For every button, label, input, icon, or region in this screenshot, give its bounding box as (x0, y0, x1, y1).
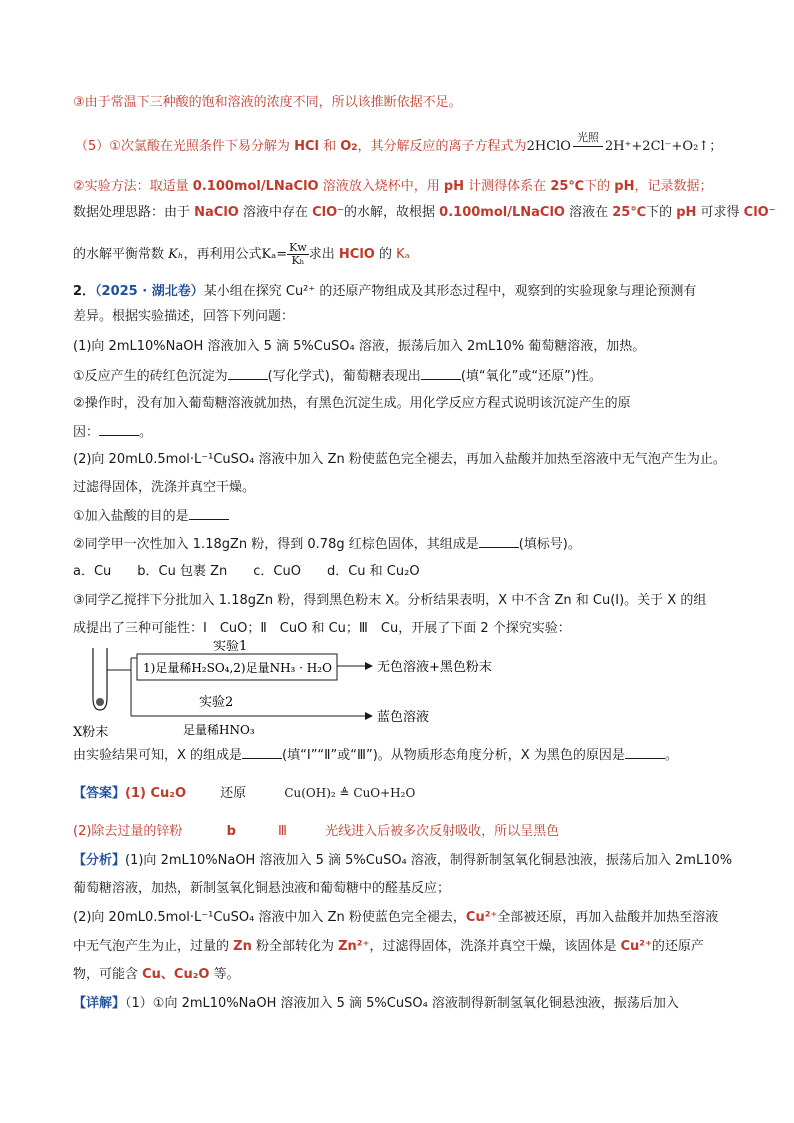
text: ①加入盐酸的目的是 (73, 509, 189, 524)
q2-line-1 (73, 283, 696, 301)
text: (填“Ⅰ”“Ⅱ”或“Ⅲ”)。从物质形态角度分析，X 为黑色的原因是 (282, 748, 625, 763)
text: pH (614, 179, 635, 194)
text: 求出 (308, 247, 339, 262)
experiment-diagram (73, 640, 493, 740)
exp1-reagent: 1)足量稀H₂SO₄,2)足量NH₃ · H₂O (143, 661, 332, 675)
text: 由实验结果可知，X 的组成是 (73, 748, 243, 763)
text: 溶液放入烧杯中，用 (318, 179, 444, 194)
text: 25℃ (612, 205, 647, 220)
q2-part2-a (73, 507, 229, 526)
text: 和 (318, 139, 341, 154)
text: (填标号)。 (518, 537, 581, 552)
answer-line-1 (73, 784, 415, 803)
text: 溶液在 (564, 205, 613, 220)
arrowhead-2 (365, 712, 373, 720)
answer-blank[interactable] (625, 746, 665, 759)
text: 数据处理思路：由于 (73, 205, 195, 220)
text: ClO⁻ (312, 205, 345, 220)
text: Cu²⁺ (465, 910, 498, 925)
q2-part1: (1)向 2mL10%NaOH 溶液加入 5 滴 5%CuSO₄ 溶液，振荡后加入 2mL10% 葡萄糖溶液，加热。 (73, 339, 646, 354)
numerator: Kw (289, 241, 307, 254)
text: Kₕ (168, 247, 184, 262)
exp1-label: 实验1 (213, 640, 248, 654)
prev-line-5 (73, 242, 410, 267)
analysis-tag: 【分析】 (73, 853, 126, 868)
answer-1b: 还原 (220, 786, 247, 801)
text: （5）①次氯酸在光照条件下易分解为 (75, 139, 295, 154)
text: 。 (139, 425, 153, 440)
analysis-line-2: 葡萄糖溶液，加热，新制氢氧化铜悬浊液和葡萄糖中的醛基反应； (73, 881, 451, 896)
text: Kₐ= (261, 247, 288, 262)
q2-line-2: 差异。根据实验描述，回答下列问题： (73, 309, 295, 324)
answer-2d: 光线进入后被多次反射吸收，所以呈黑色 (325, 824, 560, 839)
q2-part2-d2: 成提出了三种可能性：Ⅰ CuO；Ⅱ CuO 和 Cu；Ⅲ Cu，开展了下面 2 个探究实验： (73, 621, 571, 636)
text: HCl (294, 139, 319, 154)
prev-line-2: （5）①次氯酸在光照条件下易分解为 HCl 和 O2，其分解反应的离子方程式为2HClO 光照 2H⁺+2Cl⁻+O₂↑； (75, 131, 723, 154)
text: 下的 (584, 179, 615, 194)
text: 因： (73, 425, 100, 440)
prev-line-1: ③由于常温下三种酸的饱和溶液的浓度不同，所以该推断依据不足。 (73, 95, 462, 110)
analysis-line-5 (73, 966, 240, 984)
answer-2c: Ⅲ (278, 824, 287, 839)
text: 的 (374, 247, 397, 262)
detail-line-1 (73, 995, 679, 1013)
answer-blank[interactable] (228, 367, 268, 380)
text: (填“氧化”或“还原”)性。 (460, 369, 602, 384)
equation-arrow (571, 131, 605, 156)
q2-part1-b: ②操作时，没有加入葡萄糖溶液就加热，有黑色沉淀生成。用化学反应方程式说明该沉淀产生的原 (73, 396, 631, 411)
text: 中无气泡产生为止，过量的 (73, 939, 234, 954)
text: 计测得体系在 (464, 179, 551, 194)
q2-part2-d: ③同学乙搅拌下分批加入 1.18gZn 粉，得到黑色粉末 X。分析结果表明，X 中不含 Zn 和 Cu(Ⅰ)。关于 X 的组 (73, 593, 707, 608)
q2-part2-c (73, 535, 581, 554)
analysis-line-3 (73, 909, 718, 927)
answer-2b: b (226, 824, 236, 839)
answer-blank[interactable] (189, 507, 229, 520)
text: Zn (233, 939, 252, 954)
text: pH (443, 179, 465, 194)
text: (2)向 20mL0.5mol·L⁻¹CuSO₄ 溶液中加入 Zn 粉使蓝色完全褪去， (73, 910, 466, 925)
text: NaClO (194, 205, 239, 220)
x-powder-label: X粉末 (73, 725, 109, 740)
text: O (340, 139, 352, 154)
exp2-label: 实验2 (199, 695, 234, 710)
answer-blank[interactable] (479, 535, 519, 548)
q2-part2-e (73, 746, 678, 765)
text: 下的 (646, 205, 677, 220)
answer-blank[interactable] (242, 746, 282, 759)
text: 溶液中存在 (238, 205, 313, 220)
text: Zn²⁺ (338, 939, 370, 954)
text: 的水解，故根据 (344, 205, 440, 220)
text: （1）①向 2mL10%NaOH 溶液加入 5 滴 5%CuSO₄ 溶液制得新制氢氧化铜悬浊液，振荡后加入 (125, 996, 679, 1011)
text: 0.100mol/LNaClO (439, 205, 565, 220)
text: Cu²⁺ (620, 939, 652, 954)
text: 。 (664, 748, 678, 763)
text: ②实验方法：取适量 (73, 179, 193, 194)
text: 25℃ (550, 179, 585, 194)
text: pH (676, 205, 697, 220)
fraction (287, 242, 309, 267)
exp1-result: 无色溶液+黑色粉末 (377, 660, 492, 675)
equation-condition: 光照 (576, 131, 599, 144)
answer-tag: 【答案】 (73, 786, 126, 801)
text: ，其分解反应的离子方程式为 (357, 139, 527, 154)
question-number: 2． (73, 284, 96, 299)
text: 等。 (209, 967, 240, 982)
answer-blank[interactable] (421, 367, 461, 380)
text: ①反应产生的砖红色沉淀为 (73, 369, 228, 384)
q2-part1-a (73, 367, 602, 386)
exp2-result: 蓝色溶液 (377, 710, 430, 725)
analysis-line-1 (73, 852, 732, 870)
text: 全部被还原，再加入盐酸并加热至溶液 (497, 910, 719, 925)
text: (1)向 2mL10%NaOH 溶液加入 5 滴 5%CuSO₄ 溶液，制得新制氢氧化铜悬浊液，振荡后加入 2mL10% (125, 853, 733, 868)
question-source: （2025 · 湖北卷） (95, 284, 204, 299)
text: (写化学式)，葡萄糖表现出 (267, 369, 421, 384)
text: 可求得 (696, 205, 744, 220)
q2-options: a．Cu b．Cu 包裹 Zn c．CuO d．Cu 和 Cu₂O (73, 564, 420, 579)
text: 物，可能含 (73, 967, 143, 982)
text: ②同学甲一次性加入 1.18gZn 粉，得到 0.78g 红棕色固体，其组成是 (73, 537, 479, 552)
equation-left: 2HClO (526, 139, 571, 154)
q2-part2: (2)向 20mL0.5mol·L⁻¹CuSO₄ 溶液中加入 Zn 粉使蓝色完全褪去，再加入盐酸并加热至溶液中无气泡产生为止。 (73, 452, 726, 467)
answer-1c: Cu(OH)₂ ≜ CuO+H₂O (284, 786, 416, 800)
text: 0.100mol/LNaClO (192, 179, 319, 194)
text: ，过滤得固体，洗涤并真空干燥，该固体是 (369, 939, 621, 954)
text: 的还原产 (651, 939, 704, 954)
prev-line-3 (73, 178, 713, 196)
text: ，再利用公式 (183, 247, 262, 262)
text: Cu、Cu₂O (142, 967, 210, 982)
text: 粉全部转化为 (251, 939, 339, 954)
equation-right: 2H⁺+2Cl⁻+O₂↑； (604, 139, 723, 154)
answer-1: (1) Cu₂O (125, 786, 187, 801)
analysis-line-4 (73, 938, 704, 956)
x-powder (96, 698, 104, 706)
arrowhead-1 (365, 662, 373, 670)
text: ，记录数据； (634, 179, 713, 194)
exp2-reagent: 足量稀HNO₃ (183, 723, 255, 737)
text: Kₐ (396, 247, 410, 262)
answer-2: (2)除去过量的锌粉 (73, 824, 183, 839)
denominator: Kₕ (291, 254, 305, 267)
text: HClO (338, 247, 375, 262)
answer-line-2 (73, 823, 559, 841)
text: 的水解平衡常数 (73, 247, 169, 262)
text: 某小组在探究 Cu²⁺ 的还原产物组成及其形态过程中，观察到的实验现象与理论预测有 (203, 284, 697, 299)
q2-part2-b: 过滤得固体，洗涤并真空干燥。 (73, 480, 256, 495)
text: ClO⁻ (743, 205, 776, 220)
detail-tag: 【详解】 (73, 996, 126, 1011)
prev-line-4 (73, 204, 776, 222)
q2-part1-b2 (73, 423, 152, 442)
answer-blank[interactable] (99, 423, 139, 436)
